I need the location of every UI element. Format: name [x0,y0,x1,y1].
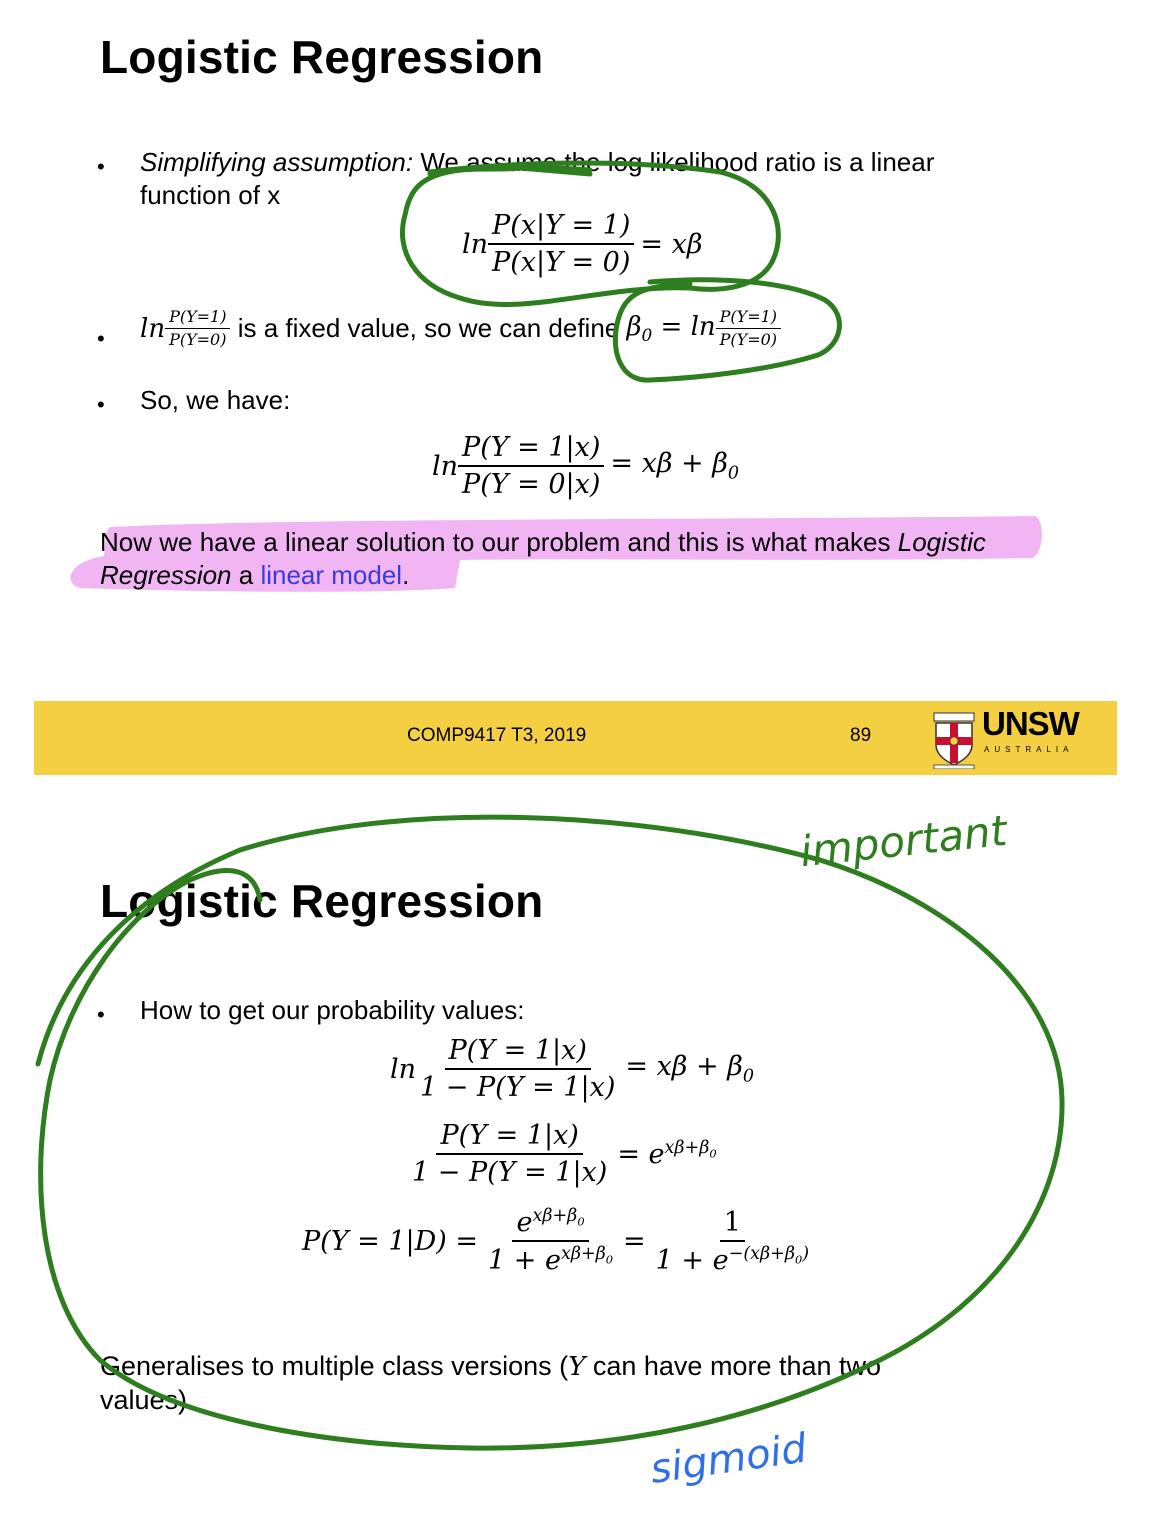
slide2-bullet1: How to get our probability values: [140,995,525,1025]
generalise-text [100,1350,1060,1417]
numerator: P(x|Y = 1) [488,210,634,245]
numerator: e [516,1207,533,1238]
bullet1-line2: function of x [140,180,281,210]
subscript: 0 [709,1146,717,1161]
ln-label: ln [390,1053,417,1085]
subscript: 0 [727,463,739,484]
ln-label: ln [432,450,459,482]
bullet3-text: So, we have: [140,385,291,415]
subscript: 0 [641,325,653,346]
important-annotation: important [797,805,1010,877]
numerator: P(Y = 1|x) [458,432,604,467]
sigmoid-annotation: sigmoid [647,1425,810,1493]
superscript-end: ) [802,1243,810,1264]
numerator: P(Y=1) [716,308,781,329]
slide-footer [34,701,1117,775]
generalise-part: Generalises to multiple class versions ( [100,1351,569,1381]
numerator: P(Y = 1|x) [445,1035,591,1070]
denominator: 1 + e [655,1244,729,1276]
generalise-part: can have more than two [585,1351,882,1381]
fraction [484,1206,617,1276]
fraction [488,210,634,278]
conclusion-italic: Regression [100,560,232,590]
generalise-line2: values). [100,1385,195,1415]
rhs: = xβ + β [610,448,728,480]
fraction [652,1207,813,1276]
bullet-dot: • [97,392,105,417]
denominator: 1 − P(Y = 1|x) [412,1157,608,1189]
denominator: 1 − P(Y = 1|x) [420,1072,616,1104]
subscript: 0 [742,1066,754,1087]
unsw-crest-icon [932,711,976,769]
denominator: P(Y = 0|x) [462,469,601,501]
ln-label: ln [140,313,166,344]
denominator: P(Y=0) [169,330,227,350]
subscript: 0 [577,1214,585,1229]
superscript: xβ+β [532,1206,578,1226]
unsw-logo-subtext: AUSTRALIA [984,745,1074,754]
superscript: −(xβ+β [728,1243,796,1264]
denominator: P(x|Y = 0) [492,247,631,279]
bullet2-line [140,308,781,350]
linear-model-link[interactable]: linear model [260,560,403,590]
numerator: P(Y=1) [165,308,230,329]
lhs: P(Y = 1|D) = [302,1225,478,1257]
equation-a [390,1035,760,1103]
fraction [716,308,781,350]
equation-c [302,1206,813,1276]
bullet-dot: • [97,326,105,351]
page-number: 89 [850,725,872,746]
superscript: xβ+β [664,1138,710,1159]
numerator: P(Y = 1|x) [436,1120,582,1155]
subscript: 0 [795,1252,803,1267]
bullet1-text [140,146,1040,212]
eq-ln: = ln [652,312,716,343]
y-variable: Y [568,1352,586,1382]
slide1-title: Logistic Regression [100,31,544,83]
slide2-title: Logistic Regression [100,875,544,927]
bullet-dot: • [97,1002,105,1027]
subscript: 0 [605,1252,614,1267]
numerator: 1 [720,1207,745,1242]
conclusion-part: . [402,560,410,590]
bullet1-line1: We assume the log likelihood ratio is a linear [413,147,935,177]
ln-label: ln [462,228,489,260]
rhs: = e [617,1139,665,1171]
bullet2-text: is a fixed value, so we can define [230,313,627,344]
denominator: 1 + e [487,1245,561,1277]
fraction [165,308,230,350]
equals: = [623,1225,646,1257]
bullet-dot: • [97,154,105,179]
superscript: xβ+β [560,1244,606,1265]
unsw-logo-text: UNSW [982,705,1079,742]
equation-log-odds [432,432,745,500]
rhs: = xβ [640,228,703,260]
beta-symbol: β [626,312,642,343]
rhs: = xβ + β [625,1051,743,1083]
conclusion-italic: Logistic [897,527,986,557]
conclusion-part: a [231,560,261,590]
bullet1-italic: Simplifying assumption: [140,147,414,177]
fraction [458,432,604,500]
pink-highlight [0,0,1176,700]
conclusion-part: Now we have a linear solution to our problem and this is what makes [100,527,898,557]
course-label: COMP9417 T3, 2019 [407,725,587,746]
equation-b [408,1120,723,1188]
equation-log-likelihood [462,210,708,278]
fraction [408,1120,611,1188]
denominator: P(Y=0) [719,330,778,350]
conclusion-text [100,526,1060,592]
fraction [416,1035,619,1103]
